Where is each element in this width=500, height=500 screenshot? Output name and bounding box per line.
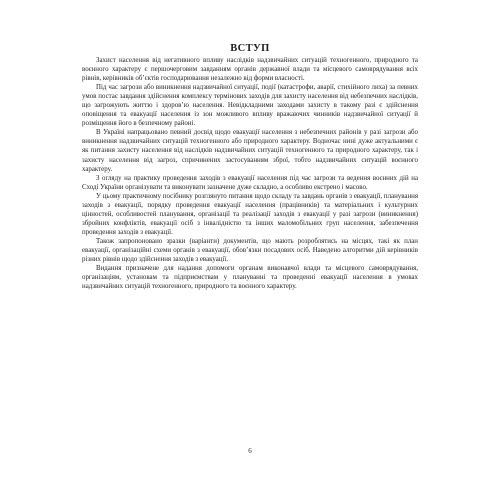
paragraph-4: З огляду на практику проведення заходів з евакуації населення під час загрози та ведення воєнних дій на Сході України організувати та виконувати зазначене дуже складно, а особливо екстрено і масово. [82,174,418,191]
document-body [82,56,418,291]
page-number: 6 [248,447,252,455]
paragraph-6: Також запропоновано зразки (варіанти) документів, що мають розроблятись на місцях, такі як план евакуації, організаційні схеми органів з евакуації, обов’язки посадових осіб. Наведено алгоритми дій керівників різних рівнів щодо здійснення заходів з евакуації. [82,237,418,264]
page-title: ВСТУП [230,43,270,54]
paragraph-5: У цьому практичному посібнику розглянуто питання щодо складу та завдань органів з евакуації, планування заходів з евакуації, порядку проведення евакуації населення (працівників) та матеріальних і культурних цінностей, особливостей планування, організації та реалізації заходів з евакуації у разі загрози (виникнення) збройних конфліктів, евакуації осіб з інвалідністю та інших маломобільних груп населення, забезпечення проведення заходів з евакуації. [82,192,418,236]
paragraph-1: Захист населення від негативного впливу наслідків надзвичайних ситуацій техногенного, природного та воєнного характеру є першочерговим завданням органів державної влади та місцевого самоврядування всіх рівнів, керівників об’єктів господарювання незалежно від форми власності. [82,57,418,83]
paragraph-7: Видання призначене для надання допомоги органам виконавчої влади та місцевого самоврядування, організаціям, установам та підприємствам у плануванні та проведенні евакуації населення в умовах надзвичайних ситуацій техногенного, природного та воєнного характеру. [82,265,418,291]
paragraph-3: В Україні напрацьовано певний досвід щодо евакуації населення з небезпечних районів у разі загрози або виникнення надзвичайних ситуацій техногенного або природного характеру. Водночас нині дуже актуальними є як питання захисту населення від наслідків надзвичайних ситуацій техногенного та природного характеру, так і захисту населення від загроз, спричинених застосуванням зброї, тобто надзвичайних ситуацій воєнного характеру. [82,129,418,173]
paragraph-2: Під час загрози або виникнення надзвичайної ситуації, події (катастрофи, аварії, стихійного лиха) за певних умов постає завдання здійснення комплексу термінових заходів для захисту населення від небезпечних наслідків, що загрожують життю і здоров’ю населення. Невідкладними заходами захисту в такому разі є здійснення оповіщення та евакуації населення із зон можливого впливу вражаючих чинників надзвичайної ситуації й розміщення його в безпечному районі. [82,84,418,128]
